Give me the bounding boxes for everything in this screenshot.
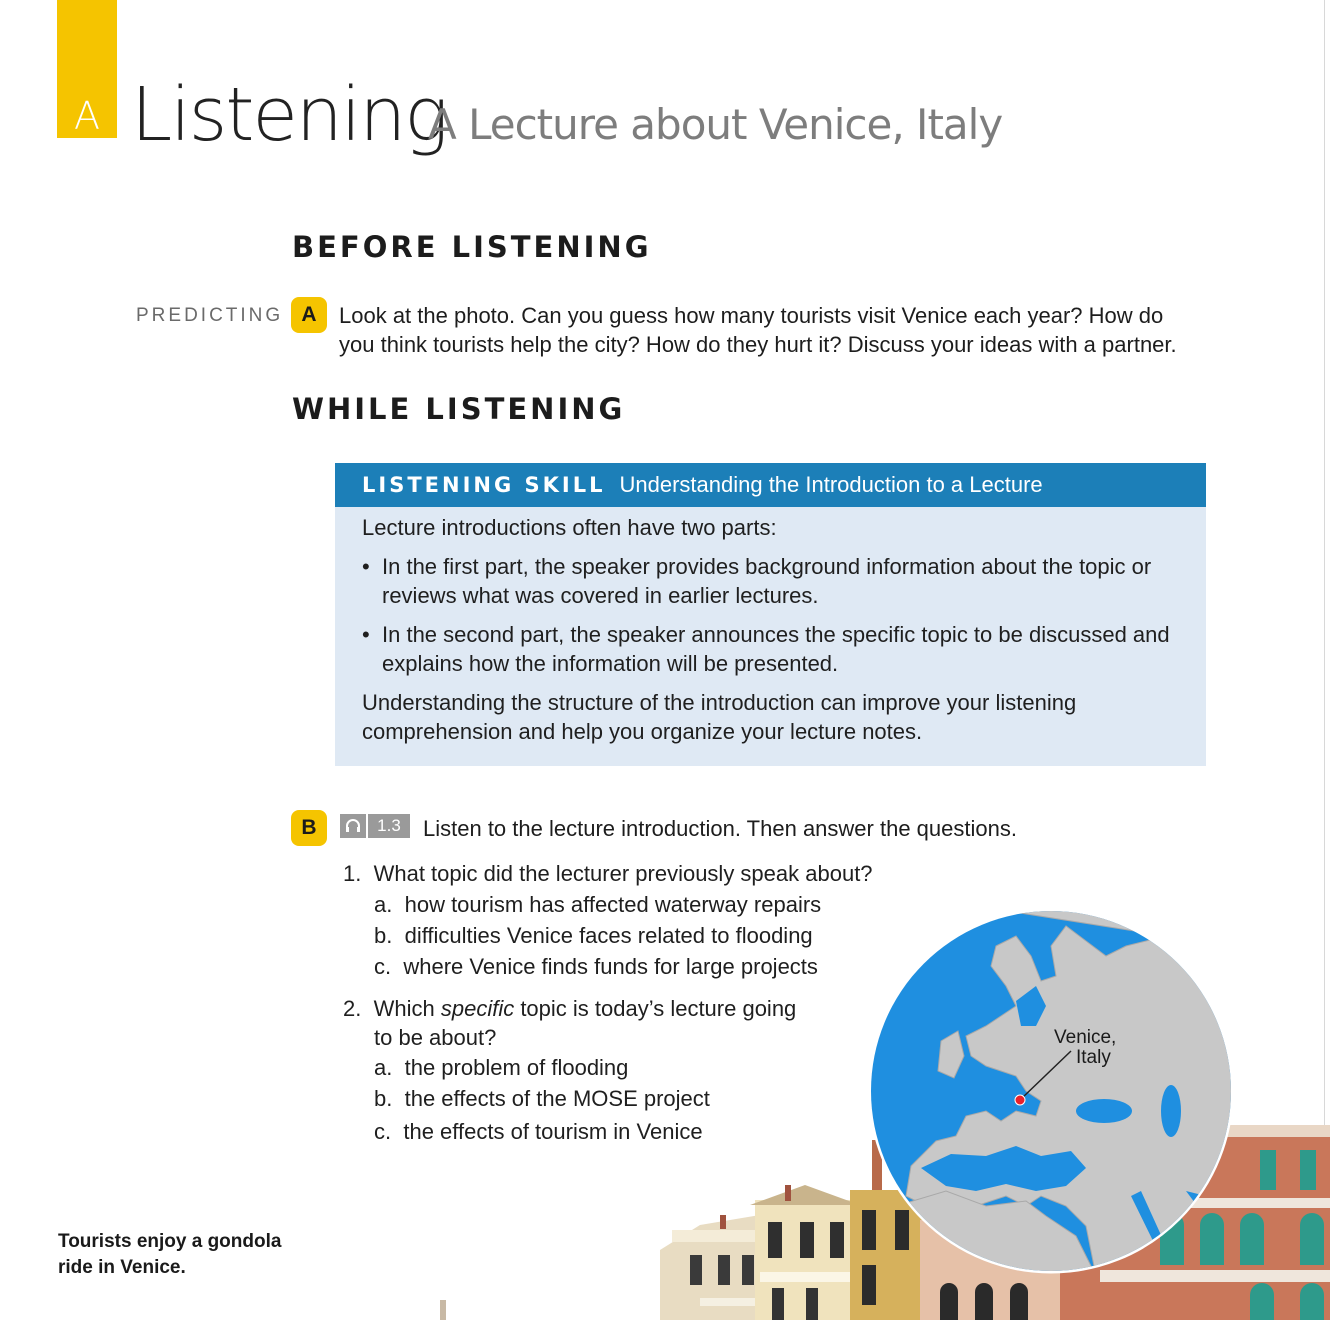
question-2-option: a. the problem of flooding: [374, 1055, 629, 1080]
question-2: 2. Which specific topic is today’s lecture going: [343, 996, 797, 1021]
before-listening-heading: BEFORE LISTENING: [292, 230, 652, 264]
skill-label: LISTENING SKILL: [362, 473, 606, 497]
skill-intro: Lecture introductions often have two parts:: [362, 515, 777, 540]
section-letter: A: [74, 94, 100, 138]
page-subtitle: A Lecture about Venice, Italy: [428, 100, 1003, 149]
skill-title: Understanding the Introduction to a Lecture: [619, 472, 1043, 497]
predicting-label: PREDICTING: [136, 305, 284, 326]
exercise-a-instruction: Look at the photo. Can you guess how many tourists visit Venice each year? How do you think tourists help the city? How do they hurt it? Discuss your ideas with a partner.: [339, 303, 1177, 357]
page-title: Listening: [131, 72, 447, 158]
skill-bullet: • In the second part, the speaker announces the specific topic to be discussed and explains how the information will be presented.: [362, 622, 1170, 676]
europe-globe-map: [866, 906, 1236, 1276]
track-number: 1.3: [368, 814, 410, 838]
question-2-option: c. the effects of tourism in Venice: [374, 1119, 703, 1144]
question-1: 1. What topic did the lecturer previously speak about?: [343, 861, 873, 886]
while-listening-heading: WHILE LISTENING: [292, 392, 626, 426]
skill-bullet: • In the first part, the speaker provides background information about the topic or reviews what was covered in earlier lectures.: [362, 554, 1152, 608]
question-1-option: b. difficulties Venice faces related to flooding: [374, 923, 813, 948]
venice-marker: [1015, 1095, 1025, 1105]
exercise-b-instruction: Listen to the lecture introduction. Then answer the questions.: [423, 816, 1017, 841]
exercise-a-badge: A: [291, 297, 327, 333]
photo-caption: Tourists enjoy a gondola ride in Venice.: [58, 1231, 282, 1278]
question-2-option: b. the effects of the MOSE project: [374, 1086, 710, 1111]
question-2-line2: to be about?: [374, 1025, 497, 1050]
map-label-city: Venice,: [1054, 1027, 1117, 1048]
skill-conclusion: Understanding the structure of the introduction can improve your listening comprehension and help you organize your lecture notes.: [362, 690, 1077, 744]
map-label-country: Italy: [1076, 1047, 1111, 1068]
question-1-option: a. how tourism has affected waterway repairs: [374, 892, 822, 917]
question-1-option: c. where Venice finds funds for large projects: [374, 954, 818, 979]
exercise-b-badge: B: [291, 810, 327, 846]
